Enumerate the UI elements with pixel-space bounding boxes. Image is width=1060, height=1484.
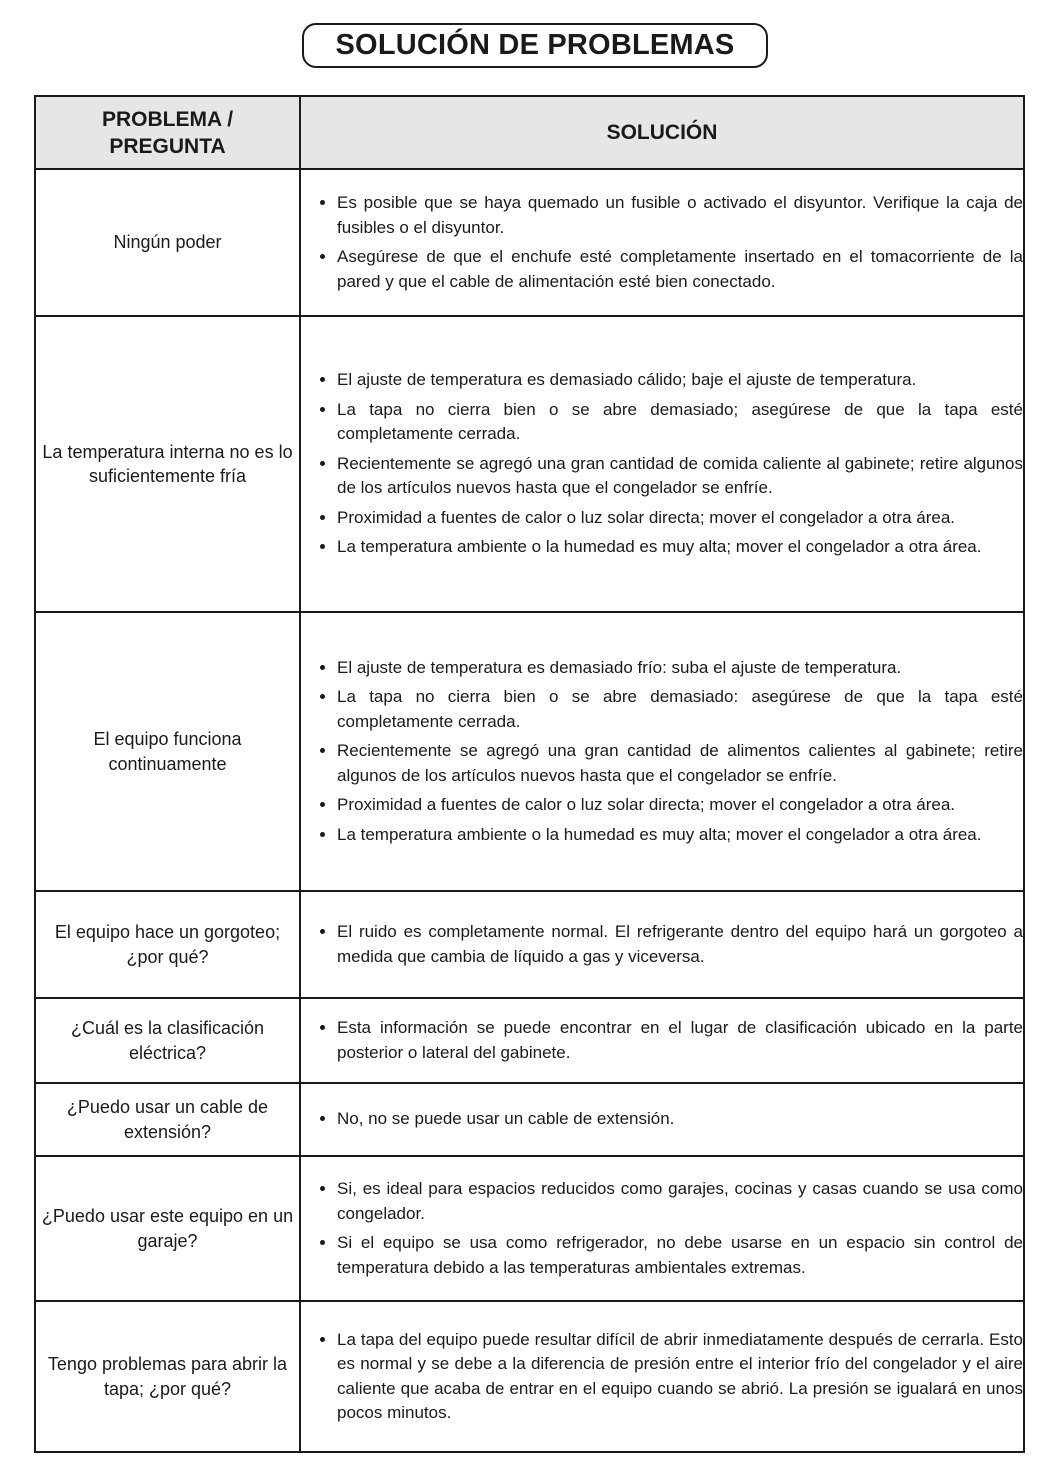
table-row <box>35 1301 1024 1452</box>
solution-item: • Proximidad a fuentes de calor o luz solar directa; mover el congelador a otra área. <box>337 793 1023 818</box>
problem-text: ¿Puedo usar un cable de extensión? <box>66 1097 269 1142</box>
table-row <box>35 316 1024 612</box>
solution-item: • Esta información se puede encontrar en el lugar de clasificación ubicado en la parte posterior o lateral del gabinete. <box>337 1016 1023 1065</box>
solution-list <box>301 368 1023 560</box>
solution-item: • La temperatura ambiente o la humedad es muy alta; mover el congelador a otra área. <box>337 535 1023 560</box>
problem-text: El equipo hace un gorgoteo; ¿por qué? <box>54 922 281 967</box>
solution-item: • Recientemente se agregó una gran cantidad de alimentos calientes al gabinete; retire algunos de los artículos nuevos hasta que el congelador se enfríe. <box>337 739 1023 788</box>
table-header-row <box>35 96 1024 169</box>
solution-item: • El ajuste de temperatura es demasiado cálido; baje el ajuste de temperatura. <box>337 368 1023 393</box>
problem-text: ¿Cuál es la clasificación eléctrica? <box>70 1018 265 1063</box>
solution-cell <box>300 1301 1024 1452</box>
solution-list <box>301 1107 1023 1132</box>
problem-text: Ningún poder <box>113 232 222 253</box>
table-row <box>35 1083 1024 1156</box>
table-row <box>35 1156 1024 1301</box>
problem-text: La temperatura interna no es lo suficientemente fría <box>42 441 293 486</box>
problem-cell <box>35 316 300 612</box>
solution-cell <box>300 169 1024 316</box>
solution-cell <box>300 612 1024 891</box>
solution-cell <box>300 998 1024 1083</box>
table-row <box>35 998 1024 1083</box>
solution-item: • Recientemente se agregó una gran cantidad de comida caliente al gabinete; retire algunos de los artículos nuevos hasta que el congelador se enfríe. <box>337 452 1023 501</box>
header-problem-label: PROBLEMA / PREGUNTA <box>101 107 234 158</box>
solution-item: • La tapa no cierra bien o se abre demasiado: asegúrese de que la tapa esté completamente cerrada. <box>337 685 1023 734</box>
problem-cell <box>35 612 300 891</box>
solution-item: • Proximidad a fuentes de calor o luz solar directa; mover el congelador a otra área. <box>337 506 1023 531</box>
solution-cell <box>300 891 1024 998</box>
solution-item: • No, no se puede usar un cable de extensión. <box>337 1107 1023 1132</box>
page-title: SOLUCIÓN DE PROBLEMAS <box>302 23 768 68</box>
troubleshooting-table <box>34 95 1025 1453</box>
problem-text: El equipo funciona continuamente <box>93 729 242 774</box>
problem-text: ¿Puedo usar este equipo en un garaje? <box>41 1206 294 1251</box>
problem-cell <box>35 1301 300 1452</box>
solution-item: • Si el equipo se usa como refrigerador, no debe usarse en un espacio sin control de temperatura debido a las temperaturas ambientales extremas. <box>337 1231 1023 1280</box>
header-problem <box>35 96 300 169</box>
solution-list <box>301 1016 1023 1065</box>
table-row <box>35 612 1024 891</box>
solution-list <box>301 656 1023 848</box>
problem-cell <box>35 891 300 998</box>
solution-item: • La tapa no cierra bien o se abre demasiado; asegúrese de que la tapa esté completamente cerrada. <box>337 398 1023 447</box>
problem-cell <box>35 1156 300 1301</box>
solution-item: • Si, es ideal para espacios reducidos como garajes, cocinas y casas cuando se usa como congelador. <box>337 1177 1023 1226</box>
solution-list <box>301 920 1023 969</box>
solution-item: • Asegúrese de que el enchufe esté completamente insertado en el tomacorriente de la pared y que el cable de alimentación esté bien conectado. <box>337 245 1023 294</box>
solution-list <box>301 1328 1023 1426</box>
solution-list <box>301 1177 1023 1280</box>
problem-text: Tengo problemas para abrir la tapa; ¿por qué? <box>47 1354 288 1399</box>
solution-item: • Es posible que se haya quemado un fusible o activado el disyuntor. Verifique la caja de fusibles o el disyuntor. <box>337 191 1023 240</box>
header-solution: SOLUCIÓN <box>300 96 1024 169</box>
problem-cell <box>35 998 300 1083</box>
solution-item: • La temperatura ambiente o la humedad es muy alta; mover el congelador a otra área. <box>337 823 1023 848</box>
solution-item: • La tapa del equipo puede resultar difícil de abrir inmediatamente después de cerrarla. Esto es normal y se debe a la diferencia de presión entre el interior frío del congelador y el aire caliente que acaba de entrar en el equipo cuando se abrió. La presión se igualará en unos pocos minutos. <box>337 1328 1023 1426</box>
problem-cell <box>35 169 300 316</box>
solution-cell <box>300 1083 1024 1156</box>
solution-cell <box>300 1156 1024 1301</box>
solution-item: • El ajuste de temperatura es demasiado frío: suba el ajuste de temperatura. <box>337 656 1023 681</box>
solution-list <box>301 191 1023 294</box>
solution-item: • El ruido es completamente normal. El refrigerante dentro del equipo hará un gorgoteo a medida que cambia de líquido a gas y viceversa. <box>337 920 1023 969</box>
table-row <box>35 891 1024 998</box>
problem-cell <box>35 1083 300 1156</box>
table-row <box>35 169 1024 316</box>
solution-cell <box>300 316 1024 612</box>
